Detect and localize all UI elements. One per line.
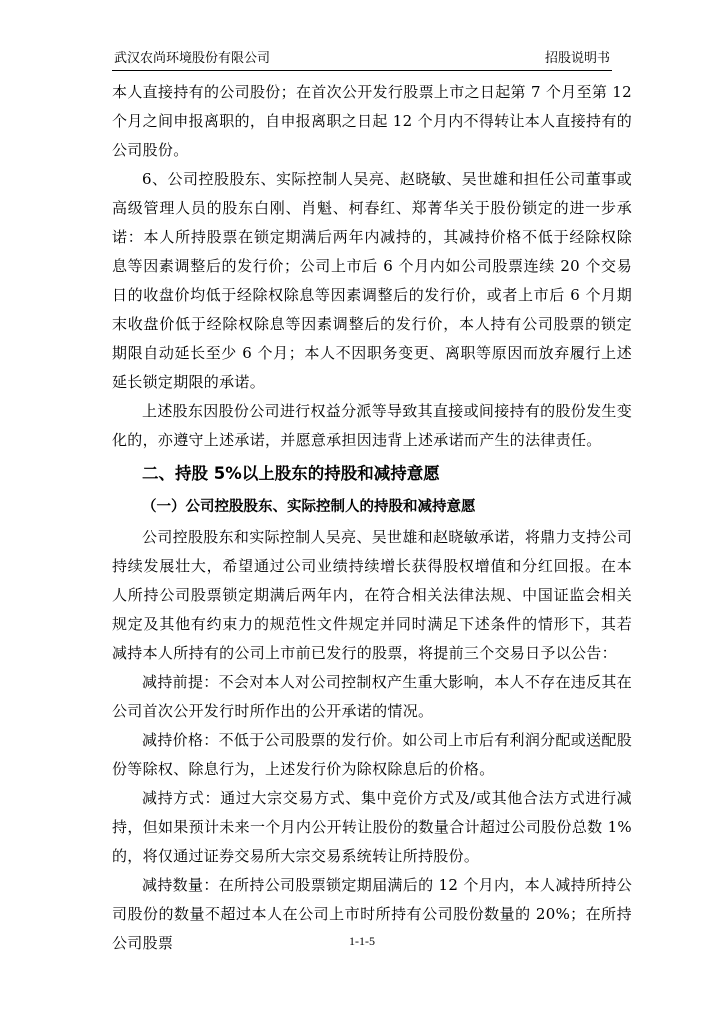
page-header xyxy=(112,48,612,71)
paragraph: 减持前提：不会对本人对公司控制权产生重大影响，本人不存在违反其在公司首次公开发行时所作出的公开承诺的情况。 xyxy=(112,673,632,720)
section-heading: 二、持股 5%以上股东的持股和减持意愿 xyxy=(142,464,440,483)
paragraph: 减持数量：在所持公司股票锁定期届满后的 12 个月内，本人减持所持公司股份的数量不超过本人在公司上市时所持有公司股份数量的 20%；在所持公司股票 xyxy=(112,876,632,952)
page-number: 1-1-5 xyxy=(349,934,375,948)
paragraph: 上述股东因股份公司进行权益分派等导致其直接或间接持有的股份发生变化的，亦遵守上述承诺，并愿意承担因违背上述承诺而产生的法律责任。 xyxy=(112,402,632,449)
paragraph: 减持价格：不低于公司股票的发行价。如公司上市后有利润分配或送配股份等除权、除息行为，上述发行价为除权除息后的价格。 xyxy=(112,731,632,778)
subsection-heading: （一）公司控股股东、实际控制人的持股和减持意愿 xyxy=(142,499,476,515)
company-name: 武汉农尚环境股份有限公司 xyxy=(114,51,271,66)
paragraph: 公司控股股东和实际控制人吴亮、吴世雄和赵晓敏承诺，将鼎力支持公司持续发展壮大，希望通过公司业绩持续增长获得股权增值和分红回报。在本人所持公司股票锁定期满后两年内，在符合相关法律法规、中国证监会相关规定及其他有约束力的规范性文件规定并同时满足下述条件的情形下，其若减持本人所持有的公司上市前已发行的股票，将提前三个交易日予以公告： xyxy=(112,528,632,662)
paragraph: 6、公司控股股东、实际控制人吴亮、赵晓敏、吴世雄和担任公司董事或高级管理人员的股东白刚、肖魁、柯春红、郑菁华关于股份锁定的进一步承诺：本人所持股票在锁定期满后两年内减持的，其减持价格不低于经除权除息等因素调整后的发行价；公司上市后 6 个月内如公司股票连续 20 个交易日的收盘价均低于经除权除息等因素调整后的发行价，或者上市后 6 个月期末收盘价低于经除权除息等因素调整后的发行价，本人持有公司股票的锁定期限自动延长至少 6 个月；本人不因职务变更、离职等原因而放弃履行上述延长锁定期限的承诺。 xyxy=(112,170,632,391)
paragraph-continued: 本人直接持有的公司股份；在首次公开发行股票上市之日起第 7 个月至第 12 个月之间申报离职的，自申报离职之日起 12 个月内不得转让本人直接持有的公司股份。 xyxy=(112,83,632,159)
document-type: 招股说明书 xyxy=(544,51,610,66)
paragraph: 减持方式：通过大宗交易方式、集中竞价方式及/或其他合法方式进行减持，但如果预计未来一个月内公开转让股份的数量合计超过公司股份总数 1%的，将仅通过证券交易所大宗交易系统转让所持股份。 xyxy=(112,789,632,865)
page-body xyxy=(112,78,632,958)
